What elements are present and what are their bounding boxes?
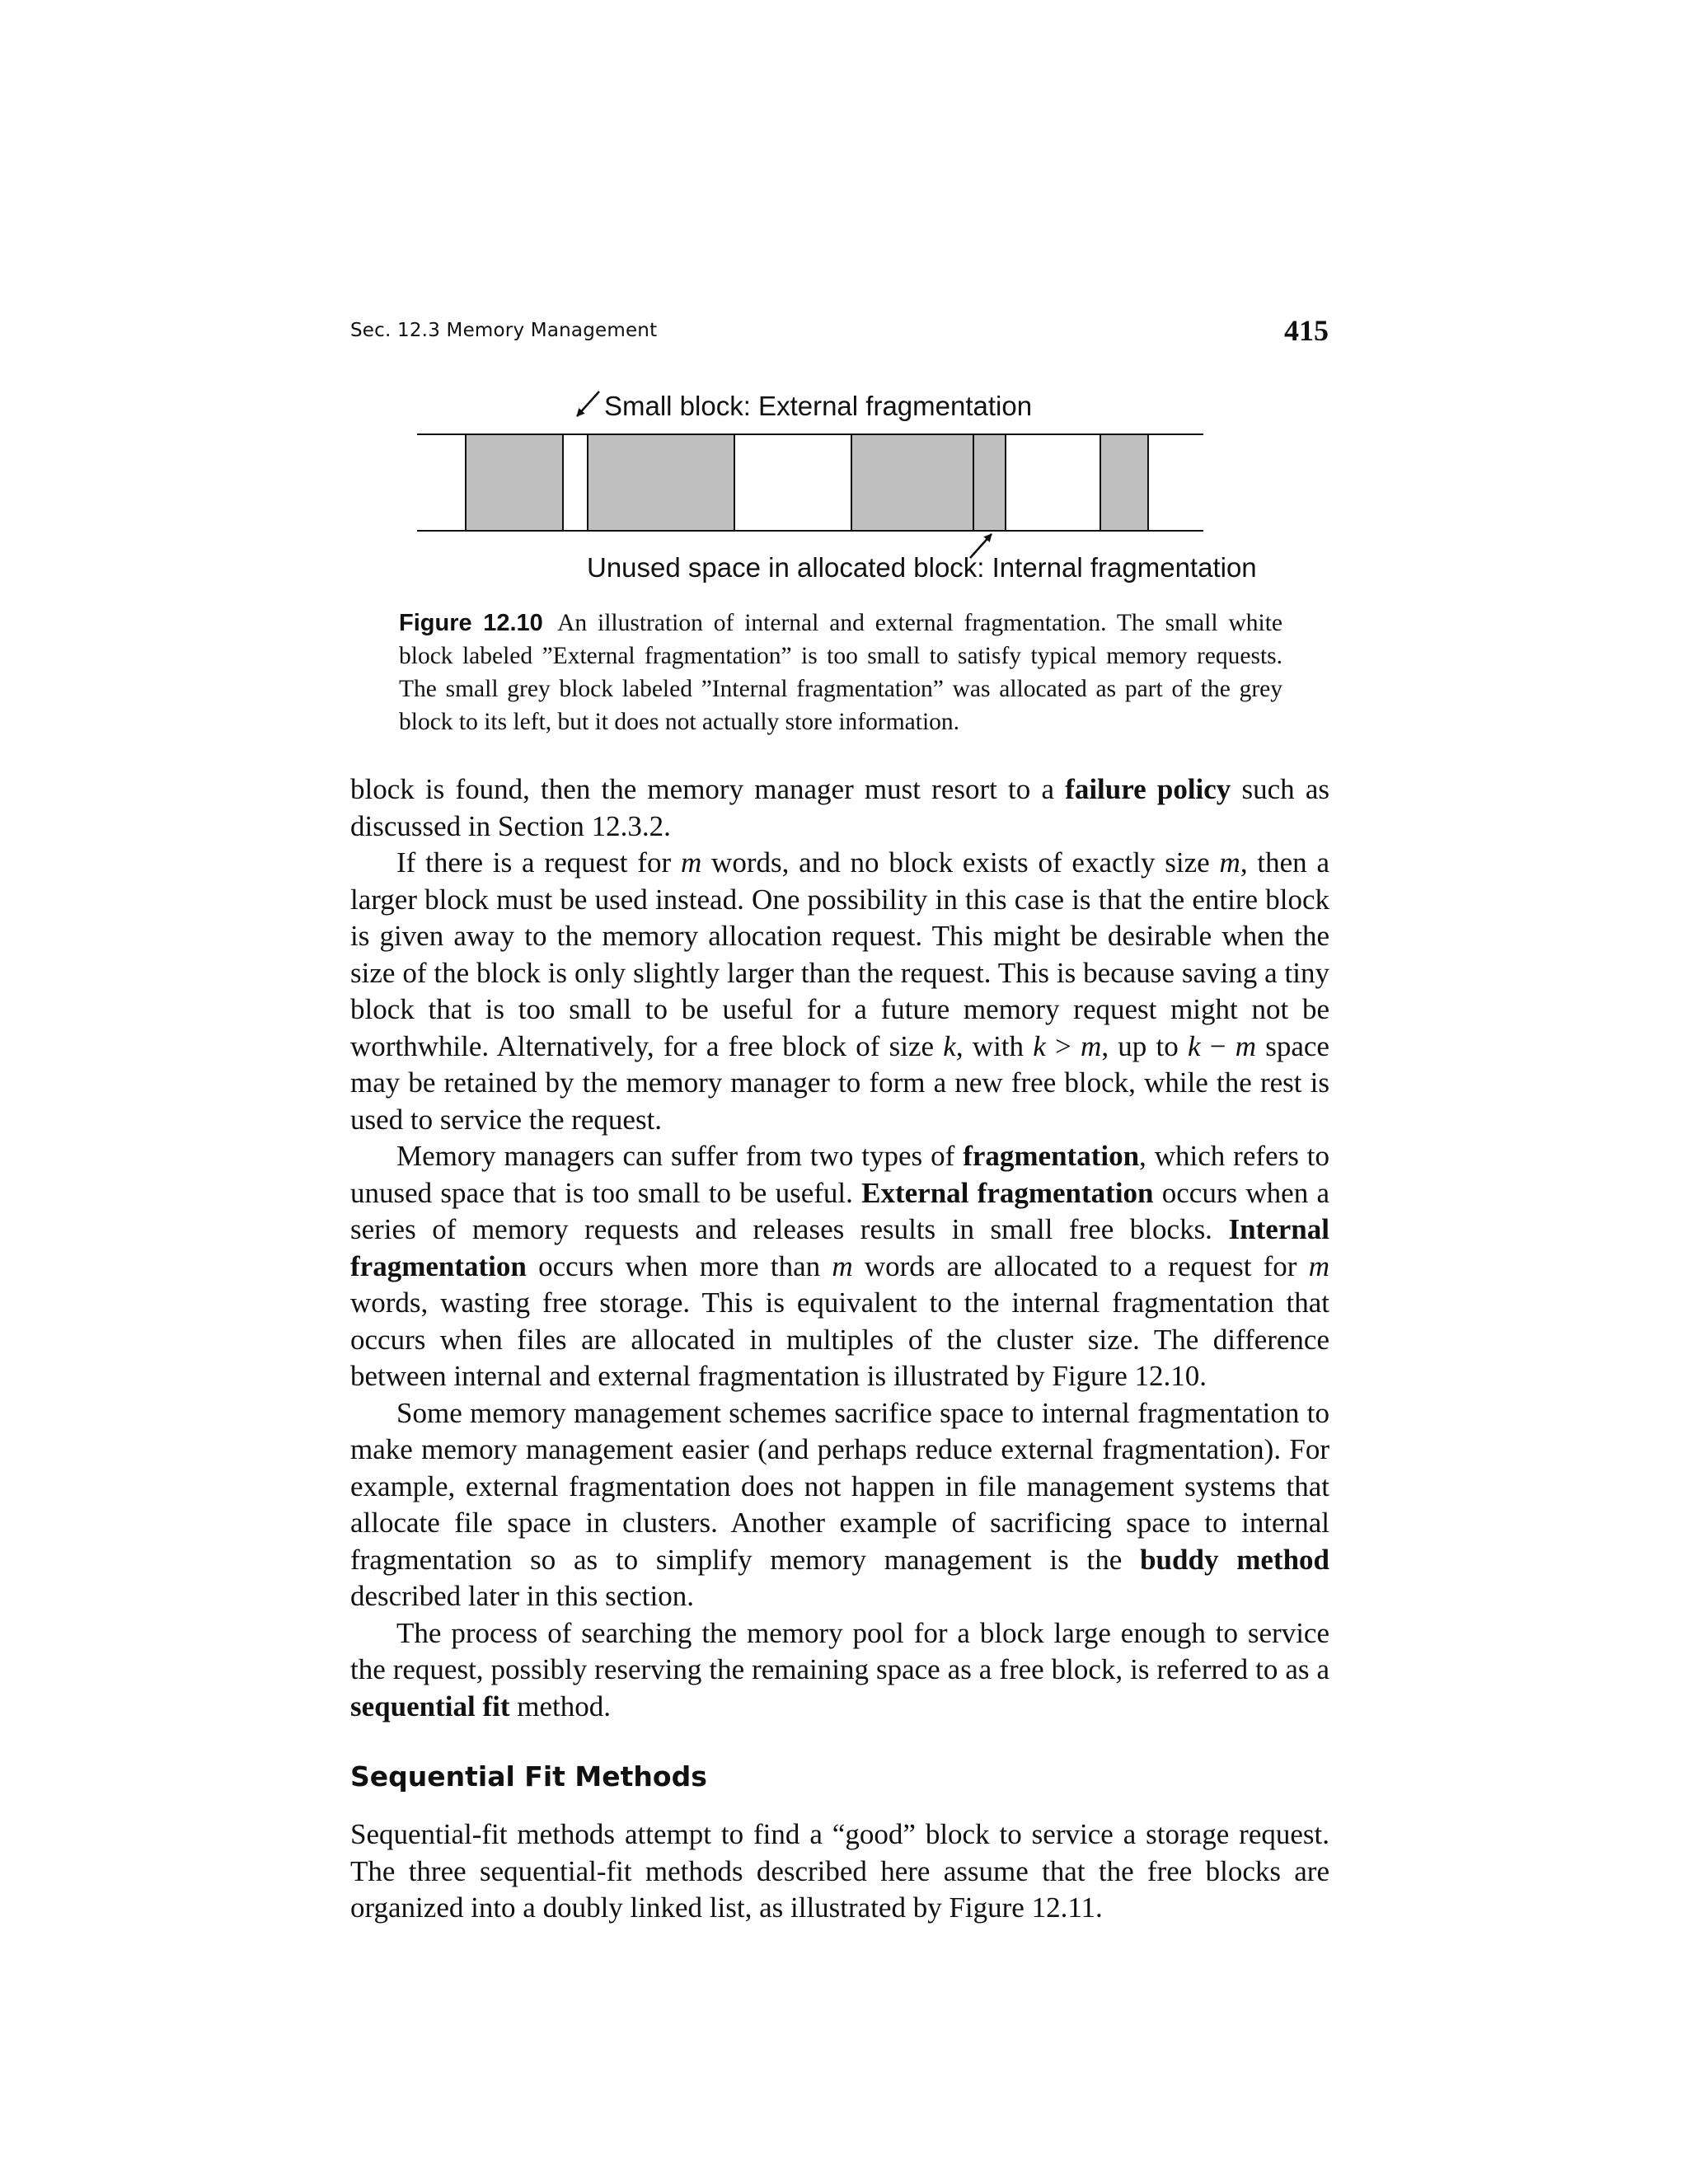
text-run: Some memory management schemes sacrifice space to internal fragmentation to make memory management easier (and perhaps reduce external fragmentation). For example, external fragmentation does not happen in file management systems that allocate file space in clusters. Another example of sacrificing space to internal fragmentation so as to simplify memory management is the xyxy=(350,1396,1329,1576)
paragraph-1 xyxy=(350,771,1329,845)
term-fragmentation: fragmentation xyxy=(963,1140,1140,1172)
free-block-small xyxy=(563,434,588,531)
text-run: words are allocated to a request for xyxy=(852,1249,1309,1282)
term-sequential-fit: sequential fit xyxy=(350,1690,510,1722)
allocated-block xyxy=(588,434,734,531)
text-run: occurs when more than xyxy=(526,1249,832,1282)
text-run: words, and no block exists of exactly size xyxy=(701,846,1220,879)
section-heading: Sequential Fit Methods xyxy=(350,1760,707,1793)
paragraph-3 xyxy=(350,1138,1329,1395)
text-run: The process of searching the memory pool for a block large enough to service the request, possibly reserving the remaining space as a free block, is referred to as a xyxy=(350,1616,1329,1685)
allocated-block xyxy=(466,434,563,531)
running-header: Sec. 12.3 Memory Management xyxy=(350,320,658,341)
text-run: , with xyxy=(955,1029,1034,1062)
text-run: described later in this section. xyxy=(350,1580,694,1612)
math-var: m xyxy=(1081,1029,1102,1062)
text-run: space may be retained by the memory manager to form a new free block, while the rest is used to service the request. xyxy=(350,1029,1329,1136)
text-run: occurs when a series of memory requests and releases results in small free blocks. xyxy=(350,1176,1329,1245)
paragraph-5 xyxy=(350,1615,1329,1726)
external-fragmentation-arrow xyxy=(577,391,599,416)
math-var: k xyxy=(1033,1029,1046,1062)
text-run: , which refers to unused space that is too small to be useful. xyxy=(350,1140,1329,1209)
text-run: , up to xyxy=(1101,1029,1188,1062)
internal-fragmentation-label: Unused space in allocated block: Internal fragmentation xyxy=(587,552,1257,583)
math-var: m xyxy=(832,1249,853,1282)
math-var: k xyxy=(1187,1029,1201,1062)
text-run: If there is a request for xyxy=(396,846,681,879)
text-run: , then a larger block must be used instead. One possibility in this case is that the entire block is given away to the memory allocation request. This might be desirable when the size of the block is only slightly larger than the request. This is because saving a tiny block that is too small to be useful for a future memory request might not be worthwhile. Alternatively, for a free block of size xyxy=(350,846,1329,1062)
math-var: k xyxy=(943,1029,956,1062)
math-var: m xyxy=(680,846,702,879)
text-run: words, wasting free storage. This is equivalent to the internal fragmentation that occurs when files are allocated in multiples of the cluster size. The difference between internal and external fragmentation is illustrated by Figure 12.10. xyxy=(350,1286,1329,1392)
internal-fragment-block xyxy=(973,434,1006,531)
paragraph-2 xyxy=(350,845,1329,1138)
body-text xyxy=(350,771,1329,1725)
term-buddy-method: buddy method xyxy=(1140,1543,1329,1576)
text-run: block is found, then the memory manager must resort to a xyxy=(350,773,1066,805)
external-fragmentation-label: Small block: External fragmentation xyxy=(604,391,1033,421)
free-block xyxy=(734,434,851,531)
text-run: method. xyxy=(509,1690,611,1722)
math-op: > xyxy=(1045,1029,1081,1062)
math-var: m xyxy=(1308,1249,1329,1282)
math-var: m xyxy=(1219,846,1240,879)
math-op: − xyxy=(1200,1029,1236,1062)
text-run: Memory managers can suffer from two types of xyxy=(396,1140,964,1172)
term-internal-fragmentation: Internal fragmentation xyxy=(350,1213,1329,1282)
figure-number: Figure 12.10 xyxy=(399,610,543,636)
allocated-block xyxy=(1100,434,1148,531)
body-text-section xyxy=(350,1816,1329,1927)
free-block xyxy=(1006,434,1100,531)
fragmentation-diagram xyxy=(0,0,1688,593)
paragraph-4 xyxy=(350,1395,1329,1615)
page-number: 415 xyxy=(1284,314,1329,347)
term-external-fragmentation: External fragmentation xyxy=(861,1176,1154,1209)
figure-caption xyxy=(399,607,1282,738)
term-failure-policy: failure policy xyxy=(1065,773,1231,805)
math-var: m xyxy=(1235,1029,1257,1062)
text-run: such as discussed in Section 12.3.2. xyxy=(350,773,1329,842)
caption-text: An illustration of internal and external fragmentation. The small white block labeled ”External fragmentation” is too small to satisfy typical memory requests. The small grey block labeled ”Internal fragmentation” was allocated as part of the grey block to its left, but it does not actually store information. xyxy=(399,610,1282,735)
paragraph-6: Sequential-fit methods attempt to find a “good” block to service a storage request. The three sequential-fit methods described here assume that the free blocks are organized into a doubly linked list, as illustrated by Figure 12.11. xyxy=(350,1818,1329,1924)
allocated-block xyxy=(851,434,973,531)
memory-pool xyxy=(417,434,1203,531)
